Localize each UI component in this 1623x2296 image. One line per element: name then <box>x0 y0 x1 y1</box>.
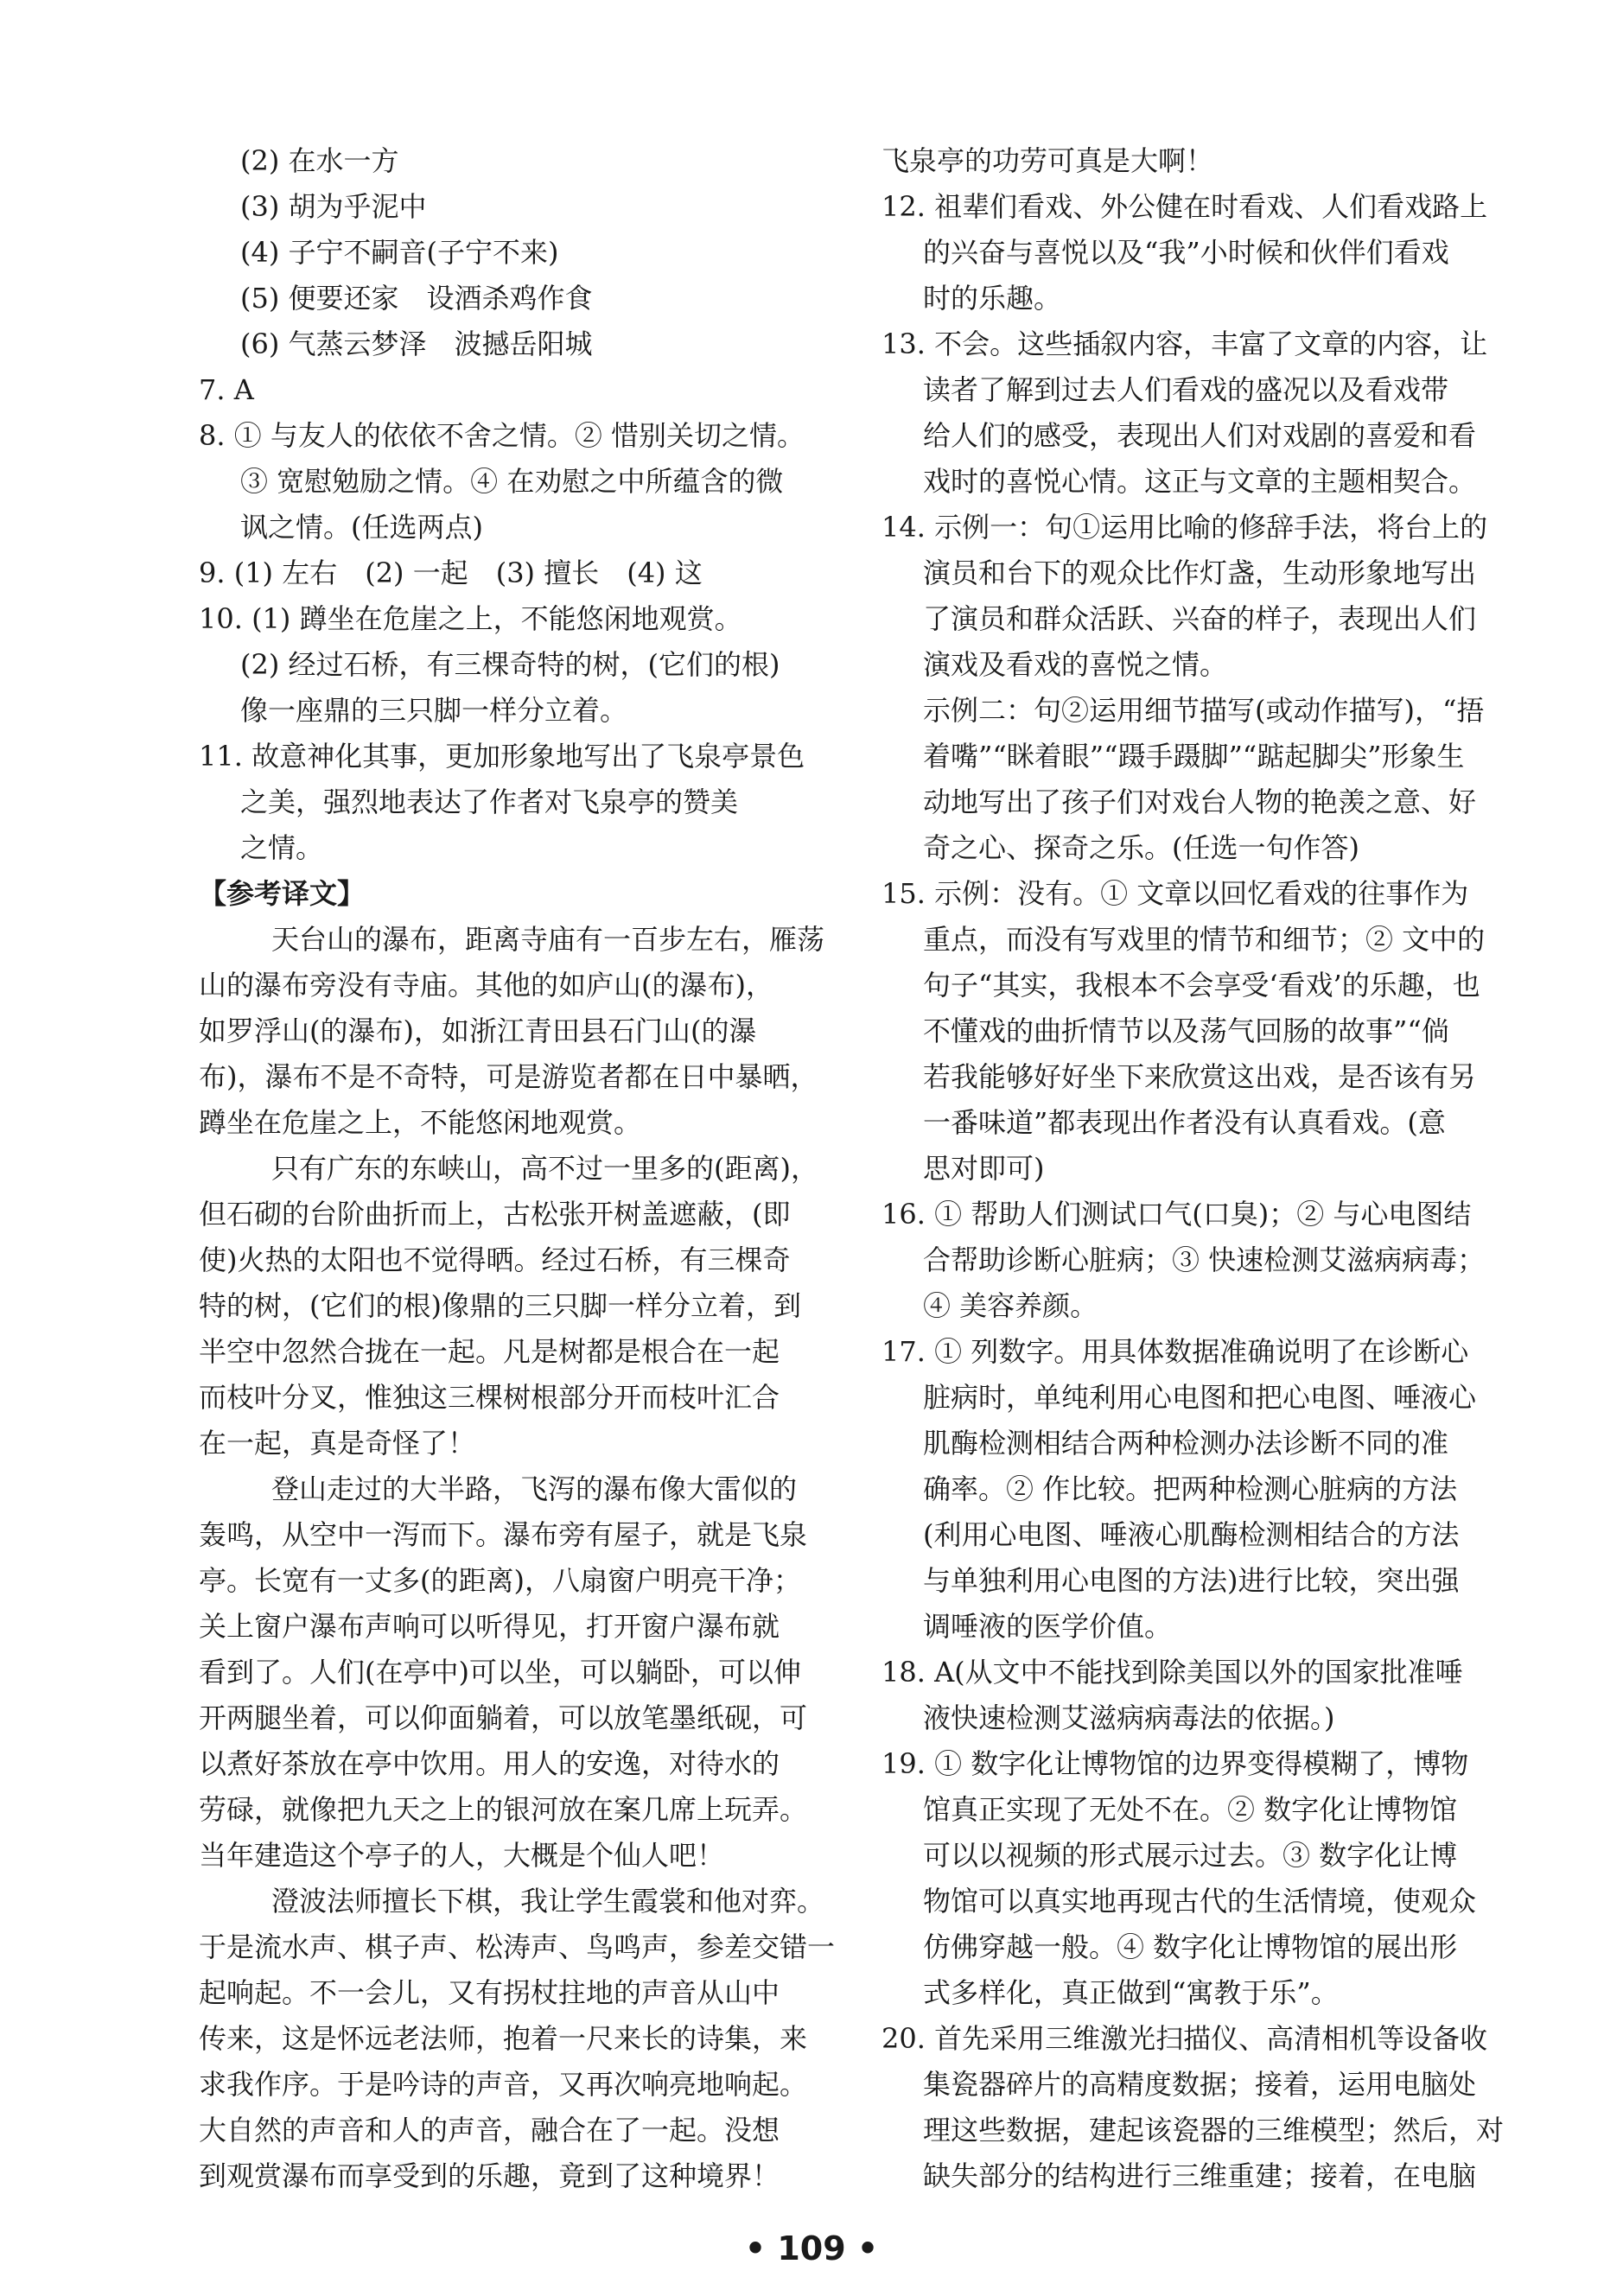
answer-line: 16. ① 帮助人们测试口气(口臭)；② 与心电图结 <box>882 1198 1472 1231</box>
answer-line: 物馆可以真实地再现古代的生活情境，使观众 <box>923 1885 1477 1918</box>
answer-line: 集瓷器碎片的高精度数据；接着，运用电脑处 <box>923 2068 1477 2101</box>
translation-line: 只有广东的东峡山，高不过一里多的(距离)， <box>271 1152 818 1185</box>
translation-line: 看到了。人们(在亭中)可以坐，可以躺卧，可以伸 <box>199 1656 801 1689</box>
translation-line: 登山走过的大半路，飞泻的瀑布像大雷似的 <box>271 1472 798 1505</box>
answer-line: 演员和台下的观众比作灯盏，生动形象地写出 <box>923 557 1477 589</box>
answer-line: (利用心电图、唾液心肌酶检测相结合的方法 <box>923 1518 1460 1551</box>
answer-line: 之情。 <box>240 831 324 864</box>
translation-line: 求我作序。于是吟诗的声音，又再次响亮地响起。 <box>199 2068 808 2101</box>
answer-line: 馆真正实现了无处不在。② 数字化让博物馆 <box>923 1793 1458 1826</box>
answer-line: 演戏及看戏的喜悦之情。 <box>923 648 1228 681</box>
translation-line: 山的瀑布旁没有寺庙。其他的如庐山(的瀑布)， <box>199 969 773 1002</box>
answer-line: 读者了解到过去人们看戏的盛况以及看戏带 <box>923 373 1449 406</box>
answer-line: 18. A(从文中不能找到除美国以外的国家批准唾 <box>882 1656 1463 1689</box>
answer-line: 戏时的喜悦心情。这正与文章的主题相契合。 <box>923 465 1477 498</box>
answer-line: 句子“其实，我根本不会享受‘看戏’的乐趣，也 <box>923 969 1480 1002</box>
translation-line: 以煮好茶放在亭中饮用。用人的安逸，对待水的 <box>199 1747 780 1780</box>
translation-line: 使)火热的太阳也不觉得晒。经过石桥，有三棵奇 <box>199 1243 791 1276</box>
translation-line: 劳碌，就像把九天之上的银河放在案几席上玩弄。 <box>199 1793 808 1826</box>
translation-line: 传来，这是怀远老法师，抱着一尺来长的诗集，来 <box>199 2022 808 2055</box>
answer-line: 肌酶检测相结合两种检测办法诊断不同的准 <box>923 1427 1449 1460</box>
translation-line: 但石砌的台阶曲折而上，古松张开树盖遮蔽，(即 <box>199 1198 791 1231</box>
answer-line: 11. 故意神化其事，更加形象地写出了飞泉亭景色 <box>199 740 805 773</box>
answer-line: 重点，而没有写戏里的情节和细节；② 文中的 <box>923 923 1486 956</box>
answer-line: ③ 宽慰勉励之情。④ 在劝慰之中所蕴含的微 <box>240 465 784 498</box>
answer-line: 调唾液的医学价值。 <box>923 1610 1173 1643</box>
answer-line: 脏病时，单纯利用心电图和把心电图、唾液心 <box>923 1381 1477 1414</box>
answer-line: (6) 气蒸云梦泽 波撼岳阳城 <box>240 328 593 360</box>
translation-line: 当年建造这个亭子的人，大概是个仙人吧！ <box>199 1839 725 1872</box>
answer-line: 与单独利用心电图的方法)进行比较，突出强 <box>923 1564 1460 1597</box>
answer-line: 给人们的感受，表现出人们对戏剧的喜爱和看 <box>923 419 1477 452</box>
answer-line: 缺失部分的结构进行三维重建；接着，在电脑 <box>923 2159 1477 2192</box>
answer-line: 着嘴”“眯着眼”“蹑手蹑脚”“踮起脚尖”形象生 <box>923 740 1465 773</box>
answer-line: 17. ① 列数字。用具体数据准确说明了在诊断心 <box>882 1335 1469 1368</box>
answer-line: 15. 示例：没有。① 文章以回忆看戏的往事作为 <box>882 877 1469 910</box>
answer-line: (3) 胡为乎泥中 <box>240 190 427 223</box>
translation-line: 天台山的瀑布，距离寺庙有一百步左右，雁荡 <box>271 923 825 956</box>
translation-line: 布)，瀑布不是不奇特，可是游览者都在日中暴晒， <box>199 1060 818 1093</box>
answer-line: 合帮助诊断心脏病；③ 快速检测艾滋病病毒； <box>923 1243 1486 1276</box>
translation-line: 起响起。不一会儿，又有拐杖拄地的声音从山中 <box>199 1976 780 2009</box>
answer-line: ④ 美容养颜。 <box>923 1289 1098 1322</box>
answer-line: 飞泉亭的功劳可真是大啊！ <box>882 144 1214 177</box>
answer-line: 可以以视频的形式展示过去。③ 数字化让博 <box>923 1839 1458 1872</box>
answer-line: 确率。② 作比较。把两种检测心脏病的方法 <box>923 1472 1458 1505</box>
answer-line: 示例二：句②运用细节描写(或动作描写)，“捂 <box>923 694 1485 727</box>
translation-line: 大自然的声音和人的声音，融合在了一起。没想 <box>199 2114 780 2147</box>
answer-line: 时的乐趣。 <box>923 282 1062 315</box>
answer-line: (2) 经过石桥，有三棵奇特的树，(它们的根) <box>240 648 780 681</box>
answer-line: 不懂戏的曲折情节以及荡气回肠的故事”“倘 <box>923 1014 1449 1047</box>
translation-line: 关上窗户瀑布声响可以听得见，打开窗户瀑布就 <box>199 1610 780 1643</box>
translation-line: 特的树，(它们的根)像鼎的三只脚一样分立着，到 <box>199 1289 801 1322</box>
translation-line: 轰鸣，从空中一泻而下。瀑布旁有屋子，就是飞泉 <box>199 1518 808 1551</box>
translation-line: 亭。长宽有一丈多(的距离)，八扇窗户明亮干净； <box>199 1564 801 1597</box>
answer-line: 奇之心、探奇之乐。(任选一句作答) <box>923 831 1359 864</box>
translation-line: 澄波法师擅长下棋，我让学生霞裳和他对弈。 <box>271 1885 825 1918</box>
answer-line: 一番味道”都表现出作者没有认真看戏。(意 <box>923 1106 1446 1139</box>
answer-line: 理这些数据，建起该瓷器的三维模型；然后，对 <box>923 2114 1505 2147</box>
answer-line: 了演员和群众活跃、兴奋的样子，表现出人们 <box>923 602 1477 635</box>
answer-line: (5) 便要还家 设酒杀鸡作食 <box>240 282 593 315</box>
answer-line: 的兴奋与喜悦以及“我”小时候和伙伴们看戏 <box>923 236 1449 269</box>
answer-line: 动地写出了孩子们对戏台人物的艳羡之意、好 <box>923 785 1477 818</box>
reference-translation-heading: 【参考译文】 <box>199 877 366 910</box>
answer-line: 液快速检测艾滋病病毒法的依据。) <box>923 1701 1335 1734</box>
translation-line: 于是流水声、棋子声、松涛声、鸟鸣声，参差交错一 <box>199 1930 836 1963</box>
page-number: • 109 • <box>744 2229 879 2267</box>
answer-line: 8. ① 与友人的依依不舍之情。② 惜别关切之情。 <box>199 419 805 452</box>
translation-line: 蹲坐在危崖之上，不能悠闲地观赏。 <box>199 1106 642 1139</box>
answer-line: 7. A <box>199 373 254 406</box>
answer-line: 19. ① 数字化让博物馆的边界变得模糊了，博物 <box>882 1747 1469 1780</box>
answer-line: 若我能够好好坐下来欣赏这出戏，是否该有另 <box>923 1060 1477 1093</box>
translation-line: 开两腿坐着，可以仰面躺着，可以放笔墨纸砚，可 <box>199 1701 808 1734</box>
answer-line: 13. 不会。这些插叙内容，丰富了文章的内容，让 <box>882 328 1488 360</box>
answer-line: 像一座鼎的三只脚一样分立着。 <box>240 694 628 727</box>
translation-line: 到观赏瀑布而享受到的乐趣，竟到了这种境界！ <box>199 2159 780 2192</box>
translation-line: 而枝叶分叉，惟独这三棵树根部分开而枝叶汇合 <box>199 1381 780 1414</box>
answer-line: 12. 祖辈们看戏、外公健在时看戏、人们看戏路上 <box>882 190 1488 223</box>
answer-line: 10. (1) 蹲坐在危崖之上，不能悠闲地观赏。 <box>199 602 742 635</box>
translation-line: 在一起，真是奇怪了！ <box>199 1427 476 1460</box>
answer-line: 之美，强烈地表达了作者对飞泉亭的赞美 <box>240 785 739 818</box>
answer-line: 9. (1) 左右 (2) 一起 (3) 擅长 (4) 这 <box>199 557 703 589</box>
answer-line: 思对即可) <box>923 1152 1045 1185</box>
answer-line: 仿佛穿越一般。④ 数字化让博物馆的展出形 <box>923 1930 1458 1963</box>
answer-line: (4) 子宁不嗣音(子宁不来) <box>240 236 559 269</box>
answer-line: 式多样化，真正做到“寓教于乐”。 <box>923 1976 1339 2009</box>
translation-line: 如罗浮山(的瀑布)，如浙江青田县石门山(的瀑 <box>199 1014 757 1047</box>
translation-line: 半空中忽然合拢在一起。凡是树都是根合在一起 <box>199 1335 780 1368</box>
answer-line: 讽之情。(任选两点) <box>240 511 483 544</box>
answer-line: 20. 首先采用三维激光扫描仪、高清相机等设备收 <box>882 2022 1488 2055</box>
answer-line: (2) 在水一方 <box>240 144 399 177</box>
answer-line: 14. 示例一：句①运用比喻的修辞手法，将台上的 <box>882 511 1488 544</box>
